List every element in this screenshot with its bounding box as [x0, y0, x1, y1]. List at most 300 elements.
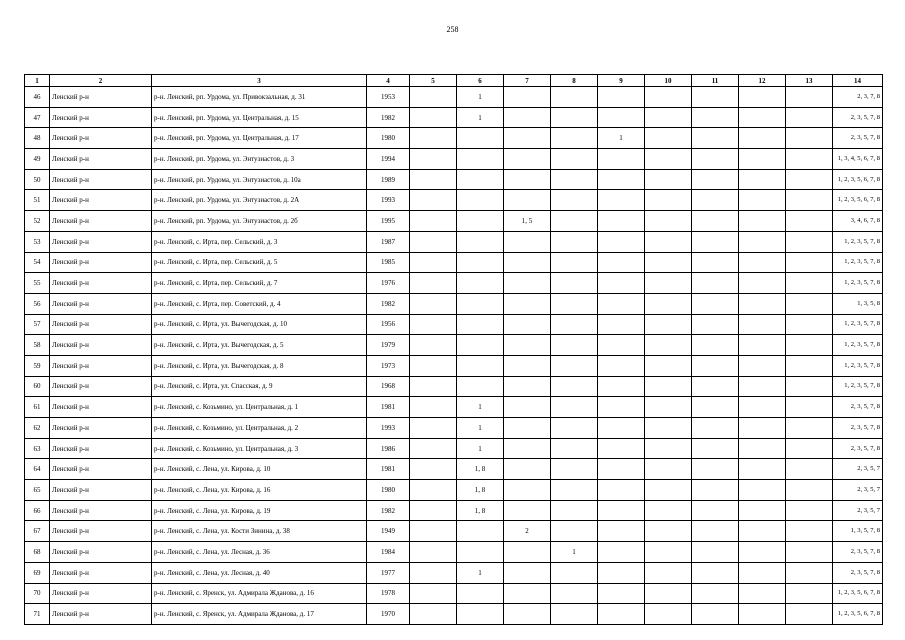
table-cell — [457, 376, 504, 397]
table-cell — [598, 211, 645, 232]
table-cell — [786, 252, 833, 273]
table-cell — [692, 107, 739, 128]
table-cell — [457, 149, 504, 170]
table-cell — [645, 418, 692, 439]
table-cell — [692, 87, 739, 108]
table-cell — [645, 231, 692, 252]
table-cell — [410, 583, 457, 604]
table-cell — [692, 542, 739, 563]
table-row — [25, 149, 883, 170]
table-cell: 48 — [25, 128, 50, 149]
table-cell — [410, 190, 457, 211]
table-cell — [551, 211, 598, 232]
table-cell: 1982 — [367, 107, 410, 128]
table-cell — [457, 355, 504, 376]
table-cell: 1984 — [367, 542, 410, 563]
table-row — [25, 231, 883, 252]
table-cell: 69 — [25, 562, 50, 583]
table-cell — [410, 418, 457, 439]
table-cell: 60 — [25, 376, 50, 397]
table-cell: Ленский р-н — [50, 562, 152, 583]
table-cell: 1, 3, 5, 8 — [833, 293, 883, 314]
table-cell: 1994 — [367, 149, 410, 170]
table-cell — [551, 604, 598, 625]
table-cell: 1, 2, 3, 5, 7, 8 — [833, 273, 883, 294]
table-cell: 1 — [551, 542, 598, 563]
table-cell — [786, 128, 833, 149]
table-cell — [410, 480, 457, 501]
table-cell: 63 — [25, 438, 50, 459]
table-cell — [645, 604, 692, 625]
table-cell: р-н. Ленский, с. Лена, ул. Кирова, д. 10 — [152, 459, 367, 480]
table-cell — [504, 376, 551, 397]
table-cell — [551, 521, 598, 542]
table-cell — [504, 231, 551, 252]
table-cell — [410, 459, 457, 480]
table-cell — [598, 335, 645, 356]
table-cell — [504, 335, 551, 356]
table-cell: Ленский р-н — [50, 542, 152, 563]
table-cell: Ленский р-н — [50, 107, 152, 128]
table-cell: 1, 5 — [504, 211, 551, 232]
table-cell: 57 — [25, 314, 50, 335]
table-cell: 49 — [25, 149, 50, 170]
table-cell — [457, 273, 504, 294]
table-cell: Ленский р-н — [50, 355, 152, 376]
table-cell — [598, 562, 645, 583]
table-cell: 1973 — [367, 355, 410, 376]
table-row — [25, 107, 883, 128]
table-cell: Ленский р-н — [50, 87, 152, 108]
table-cell — [786, 231, 833, 252]
table-cell — [692, 190, 739, 211]
table-cell — [551, 87, 598, 108]
table-cell — [598, 314, 645, 335]
table-cell — [457, 190, 504, 211]
table-cell — [410, 293, 457, 314]
column-header: 11 — [692, 75, 739, 87]
table-cell: 1 — [457, 397, 504, 418]
table-cell: р-н. Ленский, рп. Урдома, ул. Центральная, д. 15 — [152, 107, 367, 128]
table-cell: 1949 — [367, 521, 410, 542]
table-cell: 2, 3, 5, 7, 8 — [833, 418, 883, 439]
table-cell — [598, 252, 645, 273]
table-cell — [457, 521, 504, 542]
table-cell: 53 — [25, 231, 50, 252]
table-cell — [786, 149, 833, 170]
table-cell: 2, 3, 5, 7 — [833, 500, 883, 521]
table-cell — [645, 293, 692, 314]
table-cell — [739, 583, 786, 604]
table-cell — [504, 169, 551, 190]
table-cell — [410, 542, 457, 563]
table-cell: 1993 — [367, 190, 410, 211]
table-cell — [457, 252, 504, 273]
table-cell — [504, 273, 551, 294]
table-cell: 1, 2, 3, 5, 7, 8 — [833, 252, 883, 273]
table-cell: 1, 2, 3, 5, 6, 7, 8 — [833, 190, 883, 211]
table-row — [25, 459, 883, 480]
table-cell — [551, 128, 598, 149]
table-cell — [410, 397, 457, 418]
table-cell — [645, 521, 692, 542]
table-cell — [645, 376, 692, 397]
table-cell — [692, 355, 739, 376]
table-row — [25, 604, 883, 625]
table-cell: 1, 8 — [457, 480, 504, 501]
table-cell — [504, 397, 551, 418]
table-cell — [551, 169, 598, 190]
table-cell — [410, 87, 457, 108]
table-cell — [598, 521, 645, 542]
table-cell: 1978 — [367, 583, 410, 604]
table-cell — [551, 149, 598, 170]
table-cell — [739, 376, 786, 397]
table-cell — [786, 480, 833, 501]
table-row — [25, 273, 883, 294]
table-cell — [739, 169, 786, 190]
table-cell: 1981 — [367, 459, 410, 480]
table-cell — [739, 438, 786, 459]
table-cell: 1, 3, 4, 5, 6, 7, 8 — [833, 149, 883, 170]
table-cell — [739, 459, 786, 480]
table-cell: 1, 2, 3, 5, 6, 7, 8 — [833, 604, 883, 625]
table-row — [25, 128, 883, 149]
table-cell: р-н. Ленский, с. Лена, ул. Кирова, д. 19 — [152, 500, 367, 521]
table-cell — [786, 438, 833, 459]
table-cell — [598, 583, 645, 604]
table-cell — [504, 542, 551, 563]
table-cell: р-н. Ленский, с. Ирта, пер. Сельский, д. 5 — [152, 252, 367, 273]
table-row — [25, 583, 883, 604]
table-cell — [645, 252, 692, 273]
table-cell: Ленский р-н — [50, 418, 152, 439]
table-cell — [739, 211, 786, 232]
table-cell — [551, 376, 598, 397]
table-cell — [692, 480, 739, 501]
table-cell — [692, 128, 739, 149]
table-cell — [692, 314, 739, 335]
table-cell: р-н. Ленский, рп. Урдома, ул. Энтузиастов, д. 10а — [152, 169, 367, 190]
table-cell — [739, 314, 786, 335]
column-header: 13 — [786, 75, 833, 87]
table-cell — [410, 500, 457, 521]
table-cell: Ленский р-н — [50, 583, 152, 604]
table-cell: Ленский р-н — [50, 211, 152, 232]
table-cell — [739, 149, 786, 170]
table-cell — [598, 149, 645, 170]
table-cell — [739, 500, 786, 521]
table-cell — [739, 231, 786, 252]
table-cell — [692, 169, 739, 190]
table-cell — [598, 438, 645, 459]
table-cell — [598, 542, 645, 563]
table-cell — [739, 604, 786, 625]
table-cell: 54 — [25, 252, 50, 273]
table-cell — [786, 87, 833, 108]
table-cell — [739, 273, 786, 294]
table-cell: р-н. Ленский, с. Ирта, ул. Вычегодская, д. 10 — [152, 314, 367, 335]
table-cell — [786, 397, 833, 418]
table-cell: 46 — [25, 87, 50, 108]
table-cell — [645, 542, 692, 563]
table-cell — [598, 355, 645, 376]
table-cell — [692, 376, 739, 397]
table-cell — [645, 87, 692, 108]
table-row — [25, 397, 883, 418]
table-cell — [551, 438, 598, 459]
table-cell — [504, 583, 551, 604]
table-cell — [739, 418, 786, 439]
table-cell: 70 — [25, 583, 50, 604]
table-cell — [786, 314, 833, 335]
table-cell: Ленский р-н — [50, 169, 152, 190]
table-cell: 1953 — [367, 87, 410, 108]
table-cell — [410, 604, 457, 625]
table-cell: 2, 3, 5, 7, 8 — [833, 562, 883, 583]
table-cell — [551, 355, 598, 376]
table-cell: 2, 3, 5, 7 — [833, 480, 883, 501]
table-cell: 52 — [25, 211, 50, 232]
table-cell — [551, 480, 598, 501]
table-cell — [692, 500, 739, 521]
table-cell — [551, 418, 598, 439]
table-row — [25, 418, 883, 439]
table-cell — [551, 314, 598, 335]
table-cell — [598, 500, 645, 521]
table-cell: р-н. Ленский, с. Ирта, пер. Сельский, д. 7 — [152, 273, 367, 294]
table-cell — [786, 190, 833, 211]
table-cell — [551, 562, 598, 583]
table-cell — [457, 314, 504, 335]
table-cell: Ленский р-н — [50, 314, 152, 335]
table-cell — [504, 87, 551, 108]
table-row — [25, 376, 883, 397]
table-cell — [692, 438, 739, 459]
table-cell — [504, 418, 551, 439]
table-cell: 2, 3, 5, 7, 8 — [833, 438, 883, 459]
column-header: 4 — [367, 75, 410, 87]
table-cell: р-н. Ленский, с. Яренск, ул. Адмирала Жданова, д. 16 — [152, 583, 367, 604]
table-cell — [786, 335, 833, 356]
table-cell — [410, 355, 457, 376]
table-cell — [692, 211, 739, 232]
table-row — [25, 190, 883, 211]
table-cell — [645, 335, 692, 356]
table-cell: 1, 2, 3, 5, 6, 7, 8 — [833, 169, 883, 190]
table-cell — [645, 500, 692, 521]
table-cell — [692, 604, 739, 625]
table-cell: 61 — [25, 397, 50, 418]
table-cell: р-н. Ленский, рп. Урдома, ул. Энтузиастов, д. 3 — [152, 149, 367, 170]
table-cell — [739, 293, 786, 314]
table-cell: р-н. Ленский, с. Козьмино, ул. Центральная, д. 1 — [152, 397, 367, 418]
table-cell — [457, 335, 504, 356]
table-cell — [551, 459, 598, 480]
table-cell: 1, 2, 3, 5, 7, 8 — [833, 355, 883, 376]
table-row — [25, 335, 883, 356]
table-cell — [598, 459, 645, 480]
registry-table — [24, 74, 883, 625]
table-cell — [598, 273, 645, 294]
table-cell — [410, 335, 457, 356]
table-cell — [645, 459, 692, 480]
column-header: 1 — [25, 75, 50, 87]
table-cell: 1, 3, 5, 7, 8 — [833, 521, 883, 542]
header-row — [25, 75, 883, 87]
table-cell — [739, 542, 786, 563]
table-cell: 1993 — [367, 418, 410, 439]
table-cell — [786, 355, 833, 376]
table-cell — [598, 107, 645, 128]
table-cell: 56 — [25, 293, 50, 314]
table-cell — [645, 355, 692, 376]
column-header: 6 — [457, 75, 504, 87]
table-cell — [786, 521, 833, 542]
table-cell — [786, 604, 833, 625]
table-cell — [786, 562, 833, 583]
table-cell — [645, 438, 692, 459]
table-cell — [645, 211, 692, 232]
table-cell — [786, 418, 833, 439]
table-cell: 1995 — [367, 211, 410, 232]
table-cell — [739, 87, 786, 108]
table-cell — [645, 583, 692, 604]
column-header: 14 — [833, 75, 883, 87]
table-cell — [410, 314, 457, 335]
table-row — [25, 87, 883, 108]
table-cell — [692, 562, 739, 583]
table-cell — [551, 190, 598, 211]
table-cell: р-н. Ленский, с. Ирта, пер. Сельский, д. 3 — [152, 231, 367, 252]
table-cell: 2 — [504, 521, 551, 542]
table-cell: 64 — [25, 459, 50, 480]
table-cell: 50 — [25, 169, 50, 190]
table-cell: 1985 — [367, 252, 410, 273]
table-cell: Ленский р-н — [50, 293, 152, 314]
table-cell: 1968 — [367, 376, 410, 397]
page-number: 258 — [446, 25, 459, 34]
table-cell — [504, 149, 551, 170]
column-header: 5 — [410, 75, 457, 87]
table-cell: Ленский р-н — [50, 252, 152, 273]
table-cell — [598, 293, 645, 314]
table-cell — [739, 107, 786, 128]
table-cell: 3, 4, 6, 7, 8 — [833, 211, 883, 232]
table-cell: р-н. Ленский, с. Козьмино, ул. Центральная, д. 2 — [152, 418, 367, 439]
table-cell — [692, 521, 739, 542]
table-cell: 1982 — [367, 293, 410, 314]
table-cell — [410, 128, 457, 149]
column-header: 10 — [645, 75, 692, 87]
table-cell: Ленский р-н — [50, 521, 152, 542]
column-header: 7 — [504, 75, 551, 87]
table-cell — [739, 521, 786, 542]
table-cell — [786, 459, 833, 480]
table-row — [25, 252, 883, 273]
table-cell — [457, 231, 504, 252]
column-header: 3 — [152, 75, 367, 87]
table-cell: 1 — [598, 128, 645, 149]
table-cell: р-н. Ленский, с. Яренск, ул. Адмирала Жданова, д. 17 — [152, 604, 367, 625]
table-cell — [504, 128, 551, 149]
table-cell — [457, 211, 504, 232]
table-cell — [786, 293, 833, 314]
table-cell — [786, 542, 833, 563]
table-cell — [645, 273, 692, 294]
table-cell: 59 — [25, 355, 50, 376]
table-cell: 1, 2, 3, 5, 7, 8 — [833, 376, 883, 397]
table-cell: 2, 3, 7, 8 — [833, 87, 883, 108]
table-cell — [598, 397, 645, 418]
table-cell: 1, 8 — [457, 500, 504, 521]
table-cell: 1976 — [367, 273, 410, 294]
table-row — [25, 438, 883, 459]
table-cell: 1, 2, 3, 5, 6, 7, 8 — [833, 583, 883, 604]
table-cell: 2, 3, 5, 7, 8 — [833, 397, 883, 418]
table-cell: Ленский р-н — [50, 459, 152, 480]
table-cell: 1970 — [367, 604, 410, 625]
table-cell — [598, 169, 645, 190]
table-cell — [410, 438, 457, 459]
table-cell: р-н. Ленский, с. Ирта, ул. Вычегодская, д. 8 — [152, 355, 367, 376]
table-cell — [457, 542, 504, 563]
table-cell — [504, 293, 551, 314]
table-cell: 65 — [25, 480, 50, 501]
column-header: 12 — [739, 75, 786, 87]
column-header: 8 — [551, 75, 598, 87]
table-cell — [410, 273, 457, 294]
table-cell: р-н. Ленский, рп. Урдома, ул. Энтузиастов, д. 2А — [152, 190, 367, 211]
table-cell — [504, 604, 551, 625]
table-cell: 1981 — [367, 397, 410, 418]
table-cell: 1986 — [367, 438, 410, 459]
table-cell — [786, 376, 833, 397]
table-cell: Ленский р-н — [50, 128, 152, 149]
table-cell: Ленский р-н — [50, 438, 152, 459]
table-cell: 71 — [25, 604, 50, 625]
table-cell: 1, 2, 3, 5, 7, 8 — [833, 314, 883, 335]
table-cell — [786, 273, 833, 294]
table-cell: Ленский р-н — [50, 231, 152, 252]
table-cell — [504, 314, 551, 335]
table-cell — [692, 252, 739, 273]
table-cell: 51 — [25, 190, 50, 211]
table-cell: 1, 8 — [457, 459, 504, 480]
table-cell: 1980 — [367, 480, 410, 501]
table-cell — [410, 149, 457, 170]
table-row — [25, 562, 883, 583]
table-cell — [551, 231, 598, 252]
table-cell: р-н. Ленский, рп. Урдома, ул. Центральная, д. 17 — [152, 128, 367, 149]
table-cell — [739, 562, 786, 583]
table-cell: р-н. Ленский, рп. Урдома, ул. Энтузиастов, д. 2б — [152, 211, 367, 232]
table-cell — [645, 169, 692, 190]
table-cell — [645, 397, 692, 418]
table-cell — [504, 190, 551, 211]
table-cell: р-н. Ленский, с. Ирта, ул. Вычегодская, д. 5 — [152, 335, 367, 356]
table-cell — [598, 418, 645, 439]
table-cell: 1, 2, 3, 5, 7, 8 — [833, 231, 883, 252]
table-cell — [551, 500, 598, 521]
table-cell — [551, 273, 598, 294]
column-header: 9 — [598, 75, 645, 87]
table-cell: р-н. Ленский, с. Лена, ул. Лесная, д. 40 — [152, 562, 367, 583]
table-cell — [645, 480, 692, 501]
table-cell — [504, 500, 551, 521]
table-cell — [410, 376, 457, 397]
table-cell — [410, 107, 457, 128]
